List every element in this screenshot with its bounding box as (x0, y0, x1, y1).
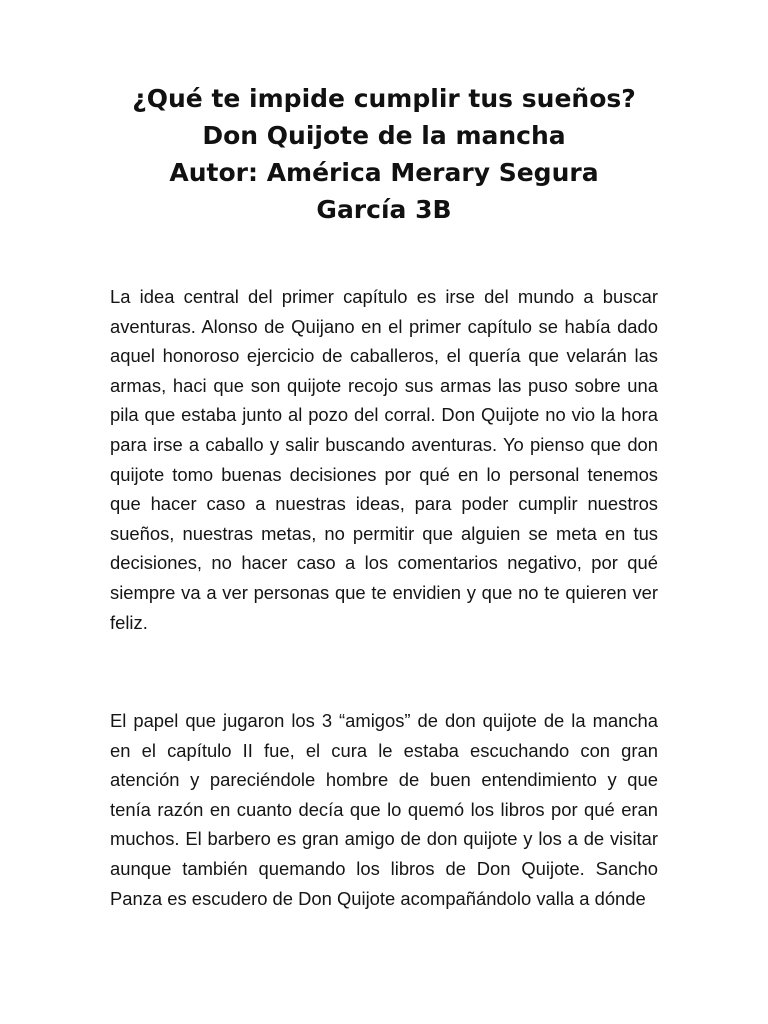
document-title (60, 80, 708, 228)
title-book: Don Quijote de la mancha (202, 121, 566, 150)
title-author-group: García 3B (316, 195, 452, 224)
paragraph-1: La idea central del primer capítulo es irse del mundo a buscar aventuras. Alonso de Quijano en el primer capítulo se había dado aquel honoroso ejercicio de caballeros, el quería que velarán las armas, haci que son quijote recojo sus armas las puso sobre una pila que estaba junto al pozo del corral. Don Quijote no vio la hora para irse a caballo y salir buscando aventuras. Yo pienso que don quijote tomo buenas decisiones por qué en lo personal tenemos que hacer caso a nuestras ideas, para poder cumplir nuestros sueños, nuestras metas, no permitir que alguien se meta en tus decisiones, no hacer caso a los comentarios negativo, por qué siempre va a ver personas que te envidien y que no te quieren ver feliz. (110, 286, 658, 633)
title-author: Autor: América Merary Segura (169, 158, 599, 187)
title-question: ¿Qué te impide cumplir tus sueños? (132, 84, 636, 113)
paragraph-2: El papel que jugaron los 3 “amigos” de don quijote de la mancha en el capítulo II fue, el cura le estaba escuchando con gran atención y pareciéndole hombre de buen entendimiento y que tenía razón en cuanto decía que lo quemó los libros por qué eran muchos. El barbero es gran amigo de don quijote y los a de visitar aunque también quemando los libros de Don Quijote. Sancho Panza es escudero de Don Quijote acompañándolo valla a dónde (110, 710, 658, 909)
